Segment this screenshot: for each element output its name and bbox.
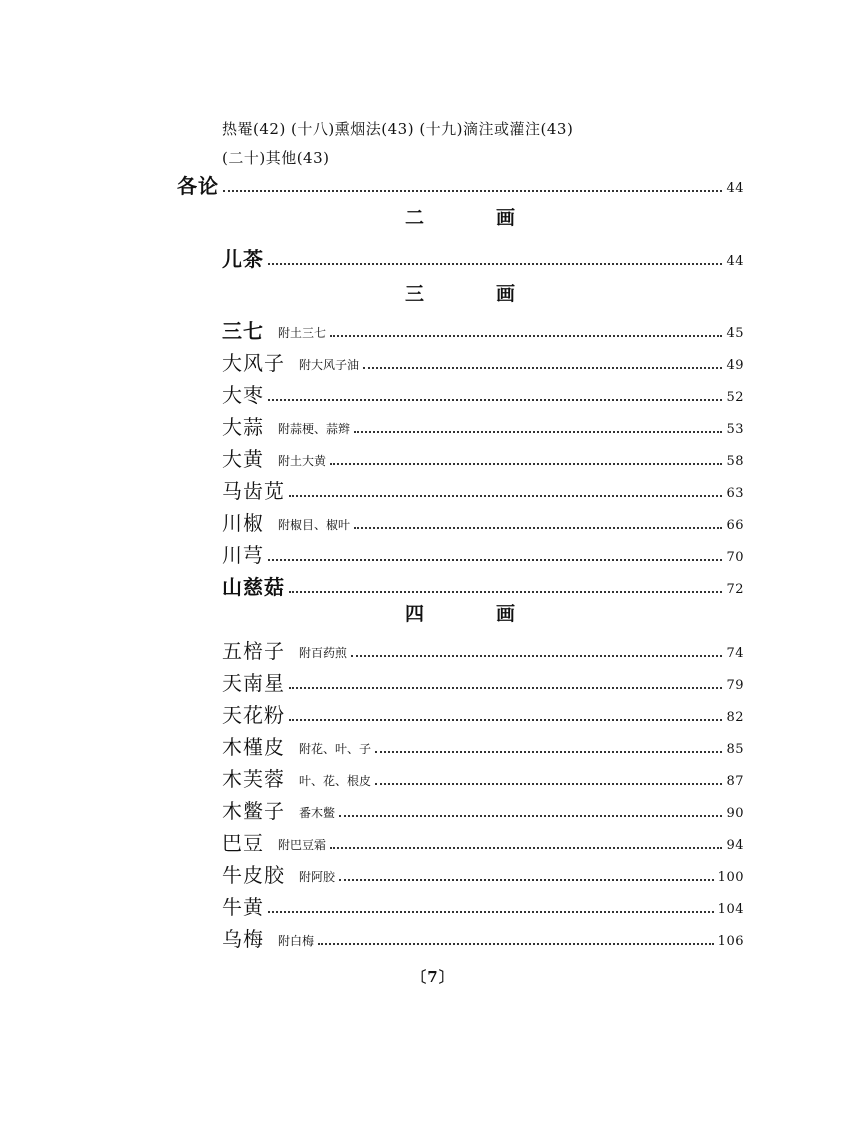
section-heading [405, 279, 515, 306]
toc-page-number: 63 [726, 486, 744, 501]
section-heading-char: 画 [495, 207, 515, 229]
dot-leader [363, 367, 722, 369]
toc-entry-note: 附巴豆霜 [278, 838, 327, 852]
toc-page-number: 104 [717, 902, 744, 917]
toc-page-number: 85 [726, 742, 744, 757]
dot-leader [289, 687, 722, 689]
toc-entry-note: 附花、叶、子 [299, 742, 372, 756]
toc-entry-name: 大黄 [222, 447, 264, 471]
toc-entry-name: 牛黄 [222, 895, 264, 919]
dot-leader [289, 591, 722, 593]
toc-entry-note: 附白梅 [278, 934, 315, 948]
section-heading [405, 203, 515, 230]
section-heading-char: 画 [495, 283, 515, 305]
toc-entry[interactable] [222, 246, 744, 270]
toc-page-number: 53 [726, 422, 744, 437]
toc-entry[interactable] [222, 446, 744, 470]
toc-entry[interactable] [222, 350, 744, 374]
toc-entry-name: 木鳖子 [222, 799, 285, 823]
toc-entry-name: 川芎 [222, 543, 264, 567]
preamble-line-2: (二十)其他(43) [222, 149, 330, 167]
section-heading-char: 四 [405, 603, 425, 625]
dot-leader [318, 943, 714, 945]
toc-entry[interactable] [222, 766, 744, 790]
toc-page-number: 82 [726, 710, 744, 725]
toc-entry[interactable] [222, 702, 744, 726]
toc-page-number: 106 [717, 934, 744, 949]
toc-entry-name: 大蒜 [222, 415, 264, 439]
toc-entry-note: 附蒜梗、蒜辫 [278, 422, 351, 436]
toc-entry[interactable] [222, 894, 744, 918]
toc-entry[interactable] [222, 638, 744, 662]
dot-leader [268, 559, 722, 561]
dot-leader [223, 190, 722, 192]
toc-page-number: 44 [726, 181, 744, 196]
toc-page-number: 44 [726, 254, 744, 269]
section-heading-char: 画 [495, 603, 515, 625]
preamble-line-1: 热罨(42) (十八)熏烟法(43) (十九)滴注或灌注(43) [222, 120, 574, 138]
toc-entry-note: 叶、花、根皮 [299, 774, 372, 788]
toc-entry-name: 木槿皮 [222, 735, 285, 759]
toc-entry[interactable] [222, 478, 744, 502]
toc-entry-name: 各论 [177, 174, 219, 198]
dot-leader [330, 847, 722, 849]
toc-entry-note: 附土大黄 [278, 454, 327, 468]
dot-leader [268, 399, 722, 401]
toc-entry-note: 附土三七 [278, 326, 327, 340]
toc-entry-name: 山慈菇 [222, 575, 285, 599]
toc-entry-note: 番木鳖 [299, 806, 336, 820]
section-heading-char: 二 [405, 207, 425, 229]
toc-entry[interactable] [222, 574, 744, 598]
toc-entry[interactable] [222, 862, 744, 886]
toc-entry-general[interactable] [177, 173, 744, 197]
section-heading-char: 三 [405, 283, 425, 305]
dot-leader [330, 463, 722, 465]
toc-page-number: 90 [726, 806, 744, 821]
toc-entry-name: 五棓子 [222, 639, 285, 663]
toc-entry-name: 马齿苋 [222, 479, 285, 503]
toc-entry[interactable] [222, 318, 744, 342]
dot-leader [289, 495, 722, 497]
toc-entry[interactable] [222, 670, 744, 694]
dot-leader [339, 815, 722, 817]
toc-entry-name: 天花粉 [222, 703, 285, 727]
toc-entry-name: 乌梅 [222, 927, 264, 951]
toc-entry-name: 木芙蓉 [222, 767, 285, 791]
toc-page-number: 66 [726, 518, 744, 533]
toc-entry[interactable] [222, 798, 744, 822]
toc-page-number: 74 [726, 646, 744, 661]
toc-entry-name: 大风子 [222, 351, 285, 375]
toc-entry[interactable] [222, 926, 744, 950]
toc-entry-name: 川椒 [222, 511, 264, 535]
dot-leader [354, 431, 722, 433]
dot-leader [268, 911, 714, 913]
toc-page-number: 87 [726, 774, 744, 789]
toc-entry-note: 附百药煎 [299, 646, 348, 660]
toc-page-number: 79 [726, 678, 744, 693]
toc-entry-name: 三七 [222, 319, 264, 343]
dot-leader [330, 335, 722, 337]
dot-leader [354, 527, 722, 529]
dot-leader [268, 263, 722, 265]
toc-entry[interactable] [222, 414, 744, 438]
toc-entry-name: 巴豆 [222, 831, 264, 855]
toc-entry-name: 大枣 [222, 383, 264, 407]
dot-leader [339, 879, 714, 881]
dot-leader [375, 751, 722, 753]
toc-entry-note: 附椒目、椒叶 [278, 518, 351, 532]
toc-entry-note: 附阿胶 [299, 870, 336, 884]
toc-page-number: 45 [726, 326, 744, 341]
toc-entry[interactable] [222, 542, 744, 566]
toc-entry[interactable] [222, 382, 744, 406]
toc-page-number: 100 [717, 870, 744, 885]
toc-page-number: 70 [726, 550, 744, 565]
toc-entry[interactable] [222, 830, 744, 854]
toc-entry-note: 附大风子油 [299, 358, 360, 372]
toc-page-number: 58 [726, 454, 744, 469]
section-heading [405, 599, 515, 626]
dot-leader [375, 783, 722, 785]
toc-entry-name: 天南星 [222, 671, 285, 695]
toc-page-number: 94 [726, 838, 744, 853]
toc-entry[interactable] [222, 734, 744, 758]
dot-leader [351, 655, 722, 657]
dot-leader [289, 719, 722, 721]
toc-entry-name: 儿茶 [222, 247, 264, 271]
toc-page-number: 72 [726, 582, 744, 597]
toc-entry-name: 牛皮胶 [222, 863, 285, 887]
page-number: 〔7〕 [411, 968, 455, 986]
toc-page-number: 52 [726, 390, 744, 405]
toc-page-number: 49 [726, 358, 744, 373]
toc-entry[interactable] [222, 510, 744, 534]
